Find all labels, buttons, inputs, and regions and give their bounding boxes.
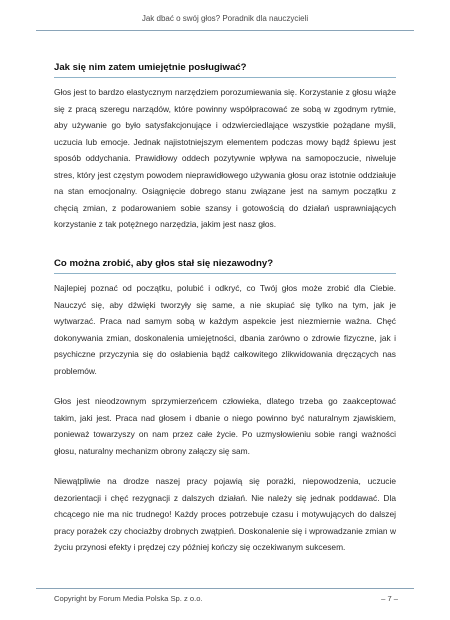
section-how-to-use-voice: [54, 62, 396, 258]
paragraph: Niewątpliwie na drodze naszej pracy pojawią się porażki, niepowodzenia, uczucie dezorientacji i chęć rezygnacji z dalszych działań. Nie należy się jednak poddawać. Dla chcącego nie ma nic trudnego! Każdy proces potrzebuje czasu i motywujących do dalszej pracy porażek czy chociażby drobnych zwątpień. Doskonalenie się i wprowadzanie zmian w życiu przynosi efekty i prędzej czy później kończy się oczekiwanym sukcesem.: [54, 476, 396, 552]
page-content: [54, 62, 396, 556]
running-header: Jak dbać o swój głos? Poradnik dla nauczycieli: [141, 14, 309, 23]
footer-copyright: Copyright by Forum Media Polska Sp. z o.o.: [54, 594, 203, 603]
section-heading: Jak się nim zatem umiejętnie posługiwać?: [54, 62, 396, 78]
header-divider: [36, 30, 414, 31]
section-heading: Co można zrobić, aby głos stał się niezawodny?: [54, 258, 396, 274]
footer-divider: [36, 588, 414, 589]
section-reliable-voice: [54, 258, 396, 556]
paragraph: Najlepiej poznać od początku, polubić i odkryć, co Twój głos może zrobić dla Ciebie. Nauczyć się, aby dźwięki tworzyły się same, a nie skupiać się tylko na tym, jak je wytwarzać. Praca nad samym sobą w każdym aspekcie jest niezmiernie ważna. Chęć dokonywania zmian, doskonalenia umiejętności, dbania zarówno o zdrowie fizyczne, jak i psychiczne przyczynia się do osłabienia bądź całkowitego zlikwidowania dręczących nas problemów.: [54, 283, 396, 376]
page-number: – 7 –: [381, 594, 398, 603]
paragraph: Głos jest nieodzownym sprzymierzeńcem człowieka, dlatego trzeba go zaakceptować takim, jaki jest. Praca nad głosem i dbanie o niego powinno być naturalnym zjawiskiem, ponieważ towarzyszy on nam przez całe życie. Po uzmysłowieniu sobie rangi ważności głosu, naturalny mechanizm obrony załączy się sam.: [54, 396, 396, 456]
paragraph: Głos jest to bardzo elastycznym narzędziem porozumiewania się. Korzystanie z głosu wiąże się z pracą szeregu narządów, które powinny współpracować ze sobą w zgodnym rytmie, aby używanie go było satysfakcjonujące i odzwierciedlające wszystkie pożądane myśli, uczucia lub emocje. Jednak najistotniejszym elementem podczas mowy bądź śpiewu jest sposób oddychania. Prawidłowy oddech pozytywnie wpływa na samopoczucie, niweluje stres, który jest częstym powodem nieprawidłowego używania głosu oraz istotnie oddziałuje na stan emocjonalny. Osiągnięcie dobrego stanu związane jest na samym początku z chęcią zmian, z podarowaniem sobie szansy i gotowością do działań usprawniających korzystanie z tak potężnego narzędzia, jakim jest nasz głos.: [54, 87, 396, 229]
